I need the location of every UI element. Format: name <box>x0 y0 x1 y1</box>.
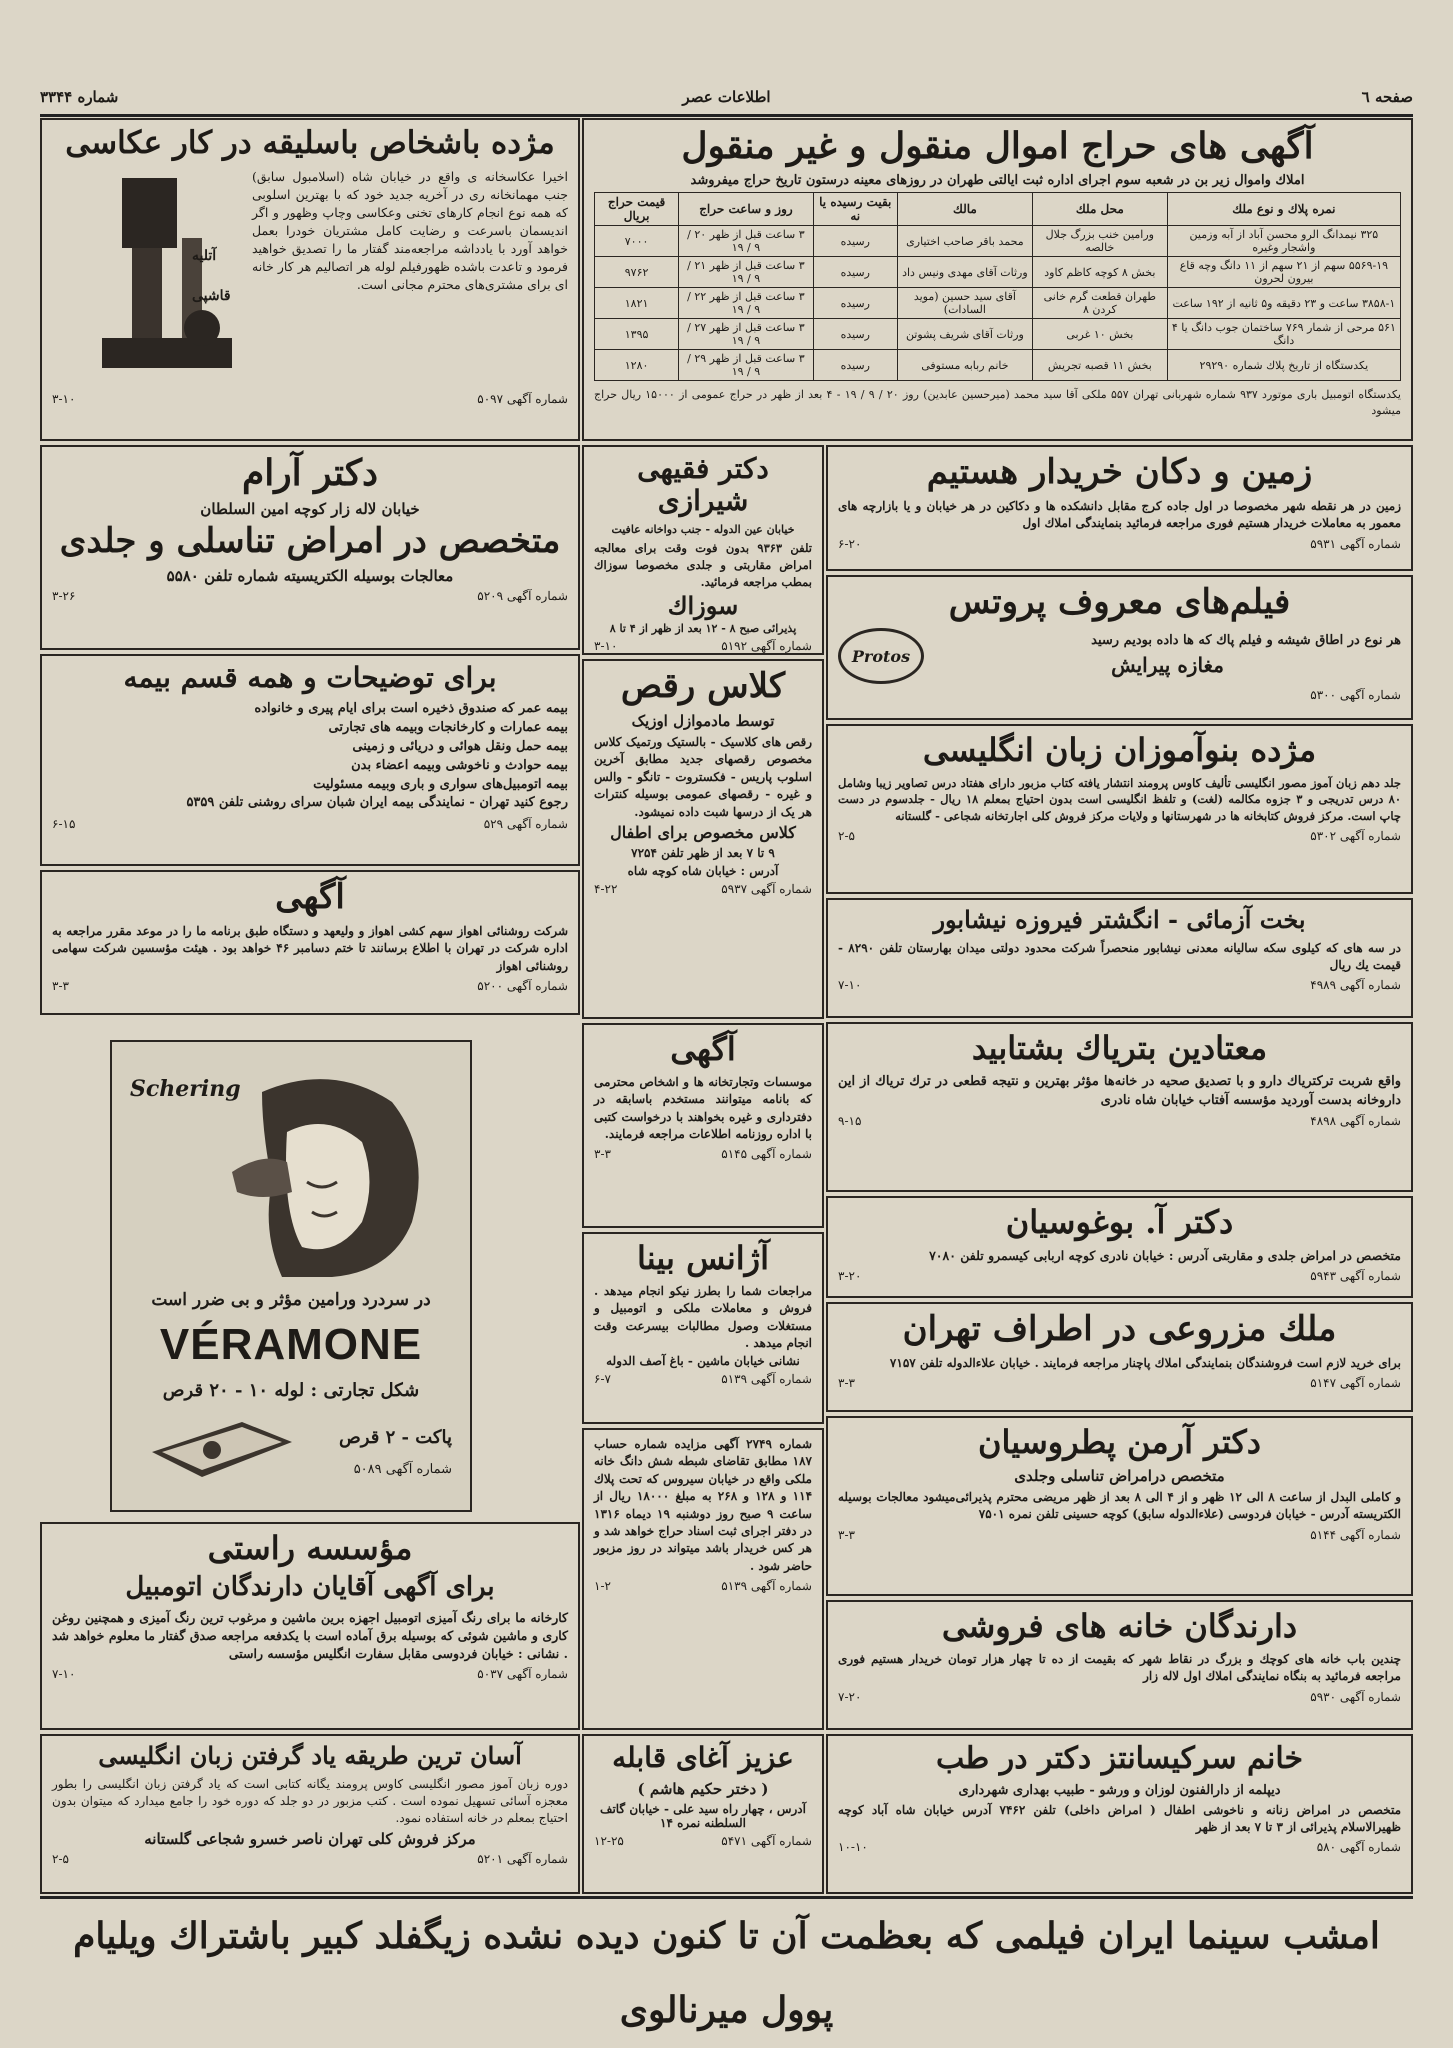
aram-title: دکتر آرام <box>241 452 379 494</box>
auction-col-header: قیمت حراج بریال <box>595 193 679 226</box>
ref-code: ۶-۲۰ <box>838 536 862 551</box>
table-cell: آقای سید حسین (موید السادات) <box>897 288 1032 319</box>
ref-number: شماره آگهی ۵۸۰ <box>1316 1840 1401 1855</box>
ahvaz-notice <box>40 870 580 1015</box>
auction-col-header: روز و ساعت حراج <box>679 193 814 226</box>
ref-number: شماره آگهی ۵۲۹ <box>483 817 568 832</box>
ref-code: ۳-۲۶ <box>52 589 76 604</box>
rasti-subtitle: برای آگهی آقایان دارندگان اتومبیل <box>125 1571 495 1602</box>
table-cell: ۳۸۵۸-۱ ساعت و ۲۳ دقیقه و۵ ثانیه از ۱۹۲ ساعت <box>1167 288 1400 319</box>
ref-code: ۳-۳ <box>52 979 69 994</box>
english-news-text: جلد دهم زبان آموز مصور انگلیسی تألیف کاوس پرومند انتشار یافته کتاب مزبور دارای هفتاد درس تصاویر زیبا وشامل ۸۰ درس تدریجی و ۳ جزوه مکالمه (لغت) و تلفظ انگلیسی است بدون احتیاج بمعلم ۱۸ ریال - جلدسوم در دست چاپ است. مرکز فروش کتابخانه ها در شهرستانها و ولایات مرکز فروش کلی اجارتخانه شجاعی - گلستانه <box>838 775 1402 824</box>
notice-mid-text: موسسات وتجارتخانه ها و اشخاص محترمی که بانامه میتوانند مستخدم باسابقه در دفترداری و غیره بخواهند با درخواست کتبی با اداره روزنامه اطلاعات مراجعه فرمایند. <box>594 1074 812 1141</box>
opium-cure-ad <box>826 1022 1413 1192</box>
auction-table <box>594 192 1401 381</box>
homes-ref <box>838 1690 1401 1704</box>
ref-number: شماره آگهی ۵۰۳۷ <box>477 1667 568 1682</box>
table-cell: ۳۲۵ نیمدانگ الرو محسن آباد از آبه وزمین واشجار وغیره <box>1167 226 1400 257</box>
ghabeleh-subtitle: ( دختر حکیم هاشم ) <box>637 1780 769 1799</box>
auction-title: آگهی های حراج اموال منقول و غیر منقول <box>681 125 1314 167</box>
ref-number: شماره آگهی ۵۱۹۲ <box>721 638 812 653</box>
veramone-brand: VÉRAMONE <box>159 1320 423 1369</box>
table-cell: ۹۷۶۲ <box>595 257 679 288</box>
petrosian-title: دکتر آرمن پطروسیان <box>978 1423 1261 1461</box>
table-cell: رسیده <box>813 350 897 381</box>
ahvaz-title: آگهی <box>275 877 345 917</box>
ref-number: شماره آگهی ۴۹۸۹ <box>1310 978 1401 993</box>
dr-aram-ad <box>40 445 580 650</box>
turquoise-lottery-ad <box>826 898 1413 1018</box>
faghihi-text: تلفن ۹۳۶۳ بدون فوت وقت برای معالجه امراض مقاربتی و جلدی مخصوصا سوزاك بمطب مراجعه فرمائید. <box>594 541 812 589</box>
table-cell: رسیده <box>813 257 897 288</box>
proto-ref <box>838 688 1401 702</box>
land-ref <box>838 537 1401 551</box>
rasti-ad <box>40 1522 580 1730</box>
land-buyer-ad <box>826 445 1413 571</box>
english-news-title: مژده بنوآموزان زبان انگلیسی <box>922 731 1317 769</box>
ref-number: شماره آگهی ۵۱۴۷ <box>1310 1376 1401 1391</box>
ref-number: شماره آگهی ۵۱۳۹ <box>721 1372 812 1387</box>
ref-code: ۱-۲ <box>594 1579 611 1594</box>
ref-number: شماره آگهی ۵۳۰۰ <box>1310 688 1401 703</box>
enlarger-icon <box>92 168 242 388</box>
table-cell: ورثات آقای مهدی ونیس داد <box>897 257 1032 288</box>
insurance-line: بیمه حمل ونقل هوائی و دریائی و زمینی <box>352 738 568 754</box>
protos-logo <box>838 628 924 684</box>
paper-name: اطلاعات عصر <box>682 88 771 106</box>
table-cell: ۱۳۹۵ <box>595 319 679 350</box>
petrosian-ref <box>838 1528 1401 1542</box>
dance-address: آدرس : خیابان شاه کوچه شاه <box>627 864 779 879</box>
dr-petrosian-ad <box>826 1416 1413 1596</box>
land-title: زمین و دکان خریدار هستیم <box>926 452 1313 492</box>
aram-ref <box>52 589 568 603</box>
farm-text: برای خرید لازم است فروشندگان بنمایندگی املاك پاچنار مراجعه فرمایند . خیابان علاءالدوله تلفن ۷۱۵۷ <box>889 1356 1401 1371</box>
veramone-line3: پاکت - ۲ قرص <box>339 1427 452 1448</box>
table-cell: ۳ ساعت قبل از ظهر ۲۹ / ۹ / ۱۹ <box>679 350 814 381</box>
bina-title: آژانس بینا <box>636 1239 770 1277</box>
proto-shop: مغازه پیرایش <box>1111 652 1224 677</box>
veramone-line1: در سردرد ورامین مؤثر و بی ضرر است <box>151 1290 431 1310</box>
homes-text: چندین باب خانه های کوچك و بزرگ در نقاط شهر که بقیمت از ده تا چهار هزار تومان خریدار هستیم فوری مراجعه فرمائید به بنگاه نمایندگی املاك اول لاله زار <box>838 1651 1401 1684</box>
ref-code: ۳-۳ <box>838 1376 855 1391</box>
table-cell: ۳ ساعت قبل از ظهر ۲۷ / ۹ / ۱۹ <box>679 319 814 350</box>
ref-number: شماره آگهی ۵۴۷۱ <box>721 1834 812 1849</box>
boghosian-text: متخصص در امراض جلدی و مقاربتی آدرس : خیابان نادری کوچه اربابی کیسمرو تلفن ۷۰۸۰ <box>929 1247 1401 1263</box>
easy-english-ref <box>52 1852 568 1866</box>
ref-code: ۷-۱۰ <box>52 1667 76 1682</box>
turquoise-title: بخت آزمائی - انگشتر فیروزه نیشابور <box>933 905 1306 934</box>
court-auction-notice <box>582 1428 824 1730</box>
proto-title: فیلم‌های معروف پروتس <box>948 582 1291 622</box>
ref-number: شماره آگهی ۴۸۹۸ <box>1310 1114 1401 1129</box>
insurance-line: بیمه عمارات و کارخانجات وبیمه های تجارتی <box>328 720 568 736</box>
ahvaz-text: شرکت روشنائی اهواز سهم کشی اهواز و ولیعهد و دستگاه طبق برنامه ما را در موعد مقرر مراجعه به اداره شرکت در تهران با اطلاع برسانند تا ختم دسامبر ۴۶ خواهد بود . هیئت مؤسسین شرکت سهامی روشنائی اهواز <box>52 924 568 973</box>
table-row <box>595 288 1401 319</box>
faghihi-title: دکتر فقیهی شیرازی <box>637 452 769 518</box>
dr-sarkisiantz-ad <box>826 1734 1413 1894</box>
bina-text: مراجعات شما را بطرز نیکو انجام میدهد . فروش و معاملات ملکی و اتومبیل و مستغلات وصول مطالبات بیسرعت وقت انجام میدهد . <box>594 1283 812 1350</box>
issue-number: شماره ۳۳۴۴ <box>40 88 119 106</box>
ref-code: ۳-۱۰ <box>594 638 618 653</box>
woman-doctor-text: متخصص در امراض زنانه و ناخوشی اطفال ( امراض داخلی) تلفن ۷۴۶۲ آدرس خیابان شاه آباد کوچه ظهیرالاسلام پذیرائی از ۳ تا ۷ بعد از ظهر <box>838 1802 1402 1834</box>
bina-address: نشانی خیابان ماشین - باغ آصف الدوله <box>606 1354 800 1369</box>
pill-packet-icon <box>142 1412 302 1492</box>
veramone-line2: شکل تجارتی : لوله ۱۰ - ۲۰ قرص <box>162 1380 420 1401</box>
court-text: شماره ۲۷۴۹ آگهی مزایده شماره حساب ۱۸۷ مطابق تقاضای شبطه شش دانگ خانه ملکی واقع در خیابان سیروس که تحت پلاك ۱۱۴ و ۱۲۸ و ۲۶۸ به مبلغ ۱۸۰۰۰ ریال از ساعت ۹ صبح روز دوشنبه ۱۹ دیماه ۱۳۱۶ در دفتر اجرای ثبت اسناد حراج خواهد شد و هر کس خریدار باشد میتواند در روز مزبور حاضر شود . <box>594 1437 813 1573</box>
veramone-ad <box>110 1040 472 1512</box>
court-ref <box>594 1579 812 1593</box>
table-cell: محمد باقر صاحب اختیاری <box>897 226 1032 257</box>
table-row <box>595 319 1401 350</box>
english-news-ad <box>826 724 1413 894</box>
ref-code: ۳-۱۰ <box>52 391 76 406</box>
faghihi-address: خیابان عین الدوله - جنب دواخانه عافیت <box>611 523 795 537</box>
farm-land-ad <box>826 1302 1413 1412</box>
ref-code: ۷-۲۰ <box>838 1689 862 1704</box>
auction-col-header: محل ملك <box>1032 193 1167 226</box>
rasti-ref <box>52 1667 568 1681</box>
table-row <box>595 226 1401 257</box>
ref-code: ۱۲-۲۵ <box>594 1834 624 1849</box>
auction-footnote: یکدستگاه اتومبیل باری موتورد ۹۳۷ شماره شهربانی تهران ۵۵۷ ملکی آقا سید محمد (میرحسین عابدین) روز ۲۰ / ۹ / ۱۹ - ۴ بعد از ظهر در حراج عمومی از ۱۵۰۰۰ ریال حراج میشود <box>594 388 1401 418</box>
aram-address: خیابان لاله زار کوچه امین السلطان <box>200 500 420 519</box>
ref-number: شماره آگهی ۵۹۳۰ <box>1310 1689 1401 1704</box>
woman-doctor-title: خانم سرکیسانتز دکتر در طب <box>935 1741 1304 1776</box>
easy-english-address: مرکز فروش کلی تهران ناصر خسرو شجاعی گلستانه <box>144 1829 476 1848</box>
dr-faghihi-ad <box>582 445 824 655</box>
table-cell: طهران قطعت گرم خانی کردن ۸ <box>1032 288 1167 319</box>
table-cell: بخش ۸ کوچه کاظم کاود <box>1032 257 1167 288</box>
photo-ad-ref <box>52 392 568 406</box>
table-row <box>595 257 1401 288</box>
faghihi-highlight: سوزاك <box>667 591 739 621</box>
insurance-ref <box>52 817 568 831</box>
auction-ad <box>582 118 1413 441</box>
ref-code: ۷-۱۰ <box>838 978 862 993</box>
petrosian-text: و کاملی البدل از ساعت ۸ الی ۱۲ ظهر و از ۴ الی ۸ بعد از ظهر مریضی محترم پذیرائی‌میشود معالجات بوسیله الکتریسته آدرس - خیابان فردوسی (علاءالدوله سابق) کوچه حسینی تلفن نمره ۷۵۰۱ <box>838 1489 1401 1522</box>
bina-agency-ad <box>582 1232 824 1424</box>
page-header <box>40 88 1413 117</box>
table-cell: ۳ ساعت قبل از ظهر ۲۰ / ۹ / ۱۹ <box>679 226 814 257</box>
camera-illustration <box>52 168 242 388</box>
dr-boghosian-ad <box>826 1196 1413 1298</box>
table-cell: ۱۸۲۱ <box>595 288 679 319</box>
schering-logo: Schering <box>130 1076 241 1102</box>
ref-number: شماره آگهی ۵۳۰۲ <box>1310 828 1401 843</box>
ref-code: ۶-۱۵ <box>52 817 76 832</box>
ref-number: شماره آگهی ۵۹۳۷ <box>721 882 812 897</box>
easy-english-title: آسان ترین طریقه یاد گرفتن زبان انگلیسی <box>98 1741 522 1770</box>
dance-title: کلاس رقص <box>620 666 786 706</box>
ref-code: ۲-۵ <box>838 828 855 843</box>
land-text: زمین در هر نقطه شهر مخصوصا در اول جاده کرج مقابل دانشکده ها و دکاکین در هر خیابان و یا بازارچه های معمور به معاملات خریدار هستیم فوری مراجعه فرمائید بنمایندگی املاك اول <box>838 499 1401 531</box>
ghabeleh-address: آدرس ، چهار راه سید علی - خیابان گاتف السلطنه نمره ۱۴ <box>600 1802 806 1831</box>
ref-number: شماره آگهی ۵۲۰۹ <box>477 589 568 604</box>
photo-studio-ad <box>40 118 580 441</box>
auction-subtitle: املاك واموال زیر بن در شعبه سوم اجرای اداره ثبت ایالتی طهران در روزهای معینه درستون تاریخ حراج میفروشد <box>690 173 1305 189</box>
table-cell: ۵۶۱ مرحی از شمار ۷۶۹ ساختمان جوب دانگ یا ۴ دانگ <box>1167 319 1400 350</box>
rasti-title: مؤسسه راستی <box>207 1529 413 1567</box>
homes-title: دارندگان خانه های فروشی <box>941 1607 1298 1645</box>
homes-for-sale-ad <box>826 1600 1413 1730</box>
studio-label: آتلیه <box>192 247 217 264</box>
faghihi-ref <box>594 639 812 653</box>
opium-title: معتادین بتریاك بشتابید <box>971 1029 1268 1067</box>
table-cell: ورثات آقای شریف پشوتن <box>897 319 1032 350</box>
dance-class-ad <box>582 659 824 1019</box>
auction-col-header: مالك <box>897 193 1032 226</box>
table-cell: ۵۵۶۹-۱۹ سهم از ۲۱ سهم از ۱۱ دانگ وچه قاع بیرون لحرون <box>1167 257 1400 288</box>
english-news-ref <box>838 829 1401 843</box>
table-cell: ورامین خنب بزرگ جلال خالصه <box>1032 226 1167 257</box>
auction-col-header: نمره پلاك و نوع ملك <box>1167 193 1400 226</box>
proto-text: هر نوع در اطاق شیشه و فیلم پاك که ها داده بودیم رسید <box>1091 632 1401 648</box>
table-cell: رسیده <box>813 288 897 319</box>
table-cell: رسیده <box>813 226 897 257</box>
rasti-text: کارخانه ما برای رنگ آمیزی اتومبیل اجهزه برین ماشین و مرغوب ترین رنگ آمیزی و همچنین روغن کاری و ماشین شوئی که بوسیله برق آماده است با یکدفعه مراجعه صدق گفتار ما معلوم خواهد شد . نشانی : خیابان فردوسی مقابل سفارت انگلیس مؤسسه راستی <box>52 1609 568 1661</box>
protos-film-ad <box>826 575 1413 720</box>
photo-ad-text: اخیرا عکاسخانه ی واقع در خیابان شاه (اسلامبول سابق) جنب مهمانخانه ری در آخریه جدید خود که با بهترین اسلوبی که همه نوع انجام کارهای تخنی وعکاسی وچاپ وظهور و اگر اندیسمان باسرعت و رضایت کامل مشتریان خودرا بعمل خواهد آورد با یادداشه مراجعه‌مند گفتار ما را تصدیق خواهید فرمود و تاعدت باشده ظهورفیلم لوله هر اتصالیم هر کار خانه ای برای مشتری‌های محترم مجانی است. <box>252 168 568 293</box>
aram-text: معالجات بوسیله الکتریسیته شماره تلفن ۵۵۸۰ <box>166 567 454 586</box>
insurance-title: برای توضیحات و همه قسم بیمه <box>123 661 497 694</box>
ref-code: ۲-۵ <box>52 1851 69 1866</box>
ghabeleh-title: عزیز آغای قابله <box>612 1741 794 1774</box>
dance-ref <box>594 882 812 896</box>
table-cell: ۳ ساعت قبل از ظهر ۲۲ / ۹ / ۱۹ <box>679 288 814 319</box>
insurance-line: بیمه عمر که صندوق ذخیره است برای ایام پیری و خانواده <box>254 701 568 717</box>
ref-number: شماره آگهی ۵۲۰۰ <box>477 979 568 994</box>
protos-logo-text: Protos <box>851 646 911 666</box>
page-number: صفحه ٦ <box>1361 88 1413 106</box>
ref-number: شماره آگهی ۵۹۴۳ <box>1310 1268 1401 1283</box>
faghihi-hours: پذیرائی صبح ۸ - ۱۲ بعد از ظهر از ۴ تا ۸ <box>609 621 797 635</box>
midwife-ad <box>582 1734 824 1894</box>
table-cell: ۷۰۰۰ <box>595 226 679 257</box>
insurance-line: رجوع کنید تهران - نمایندگی بیمه ایران شبان سرای روشنی تلفن ۵۳۵۹ <box>186 795 568 811</box>
cinema-banner: امشب سینما ایران فیلمی که بعظمت آن تا کنون دیده نشده زیگفلد کبیر باشتراك ویلیام پوول میرنالوی <box>40 1896 1413 1973</box>
woman-doctor-subtitle: دیپلمه از دارالفنون لوزان و ورشو - طبیب بهداری شهرداری <box>958 1782 1281 1798</box>
auction-col-header: بقیت رسیده یا نه <box>813 193 897 226</box>
woman-doctor-ref <box>838 1840 1401 1854</box>
table-cell: خانم ربابه مستوفی <box>897 350 1032 381</box>
boghosian-title: دکتر آ. بوغوسیان <box>1005 1203 1234 1241</box>
ref-code: ۴-۲۲ <box>594 882 618 897</box>
farm-title: ملك مزروعی در اطراف تهران <box>902 1309 1337 1349</box>
opium-text: واقع شربت ترکتریاك دارو و با تصدیق صحیه در خانه‌ها مؤثر بهترین و نتیجه قطعی در ترك تریاك از این داروخانه بدست آوردید مؤسسه آفتاب خیابان شاه نادری <box>838 1073 1401 1108</box>
ref-code: ۹-۱۵ <box>838 1114 862 1129</box>
insurance-line: بیمه حوادث و ناخوشی وبیمه اعضاء بدن <box>351 757 568 773</box>
table-cell: بخش ۱۱ قصبه تجریش <box>1032 350 1167 381</box>
turquoise-text: در سه های که کیلوی سکه سالیانه معدنی نیشابور منحصراً شرکت محدود دولتی میدان بهارستان تلفن ۸۲۹۰ - قیمت یك ریال <box>838 940 1401 972</box>
dance-special: کلاس مخصوص برای اطفال <box>610 823 796 843</box>
woman-illustration <box>112 1062 472 1282</box>
dance-hours: ۹ تا ۷ بعد از ظهر تلفن ۷۲۵۴ <box>631 846 775 861</box>
opium-ref <box>838 1114 1401 1128</box>
ref-number: شماره آگهی ۵۱۴۵ <box>721 1147 812 1162</box>
photo-ad-title: مژده باشخاص باسلیقه در کار عکاسی <box>65 125 555 161</box>
shop-label: قاشپی <box>192 287 231 304</box>
table-cell: رسیده <box>813 319 897 350</box>
ref-number: شماره آگهی ۵۱۳۹ <box>721 1579 812 1594</box>
dance-subtitle: توسط مادموازل اوزیک <box>631 712 775 731</box>
ref-code: ۱۰-۱۰ <box>838 1840 868 1855</box>
ref-number: شماره آگهی ۵۹۳۱ <box>1310 536 1401 551</box>
veramone-ref: شماره آگهی ۵۰۸۹ <box>353 1462 452 1477</box>
turquoise-ref <box>838 978 1401 992</box>
notice-mid-title: آگهی <box>670 1030 736 1068</box>
ghabeleh-ref <box>594 1834 812 1848</box>
table-cell: ۳ ساعت قبل از ظهر ۲۱ / ۹ / ۱۹ <box>679 257 814 288</box>
ref-number: شماره آگهی ۵۱۴۴ <box>1310 1527 1401 1542</box>
insurance-ad <box>40 654 580 866</box>
ref-number: شماره آگهی ۵۲۰۱ <box>477 1851 568 1866</box>
aram-specialty: متخصص در امراض تناسلی و جلدی <box>59 521 561 562</box>
ref-number: شماره آگهی ۵۰۹۷ <box>477 391 568 406</box>
bina-ref <box>594 1372 812 1386</box>
farm-ref <box>838 1376 1401 1390</box>
table-cell: بخش ۱۰ غربی <box>1032 319 1167 350</box>
ahvaz-ref <box>52 979 568 993</box>
staff-notice-ad <box>582 1023 824 1228</box>
dance-text: رقص های کلاسیک - بالستیک ورتمیک کلاس مخصوص رقصهای جدید مطابق آخرین اسلوب پاریس - فکستروت - تانگو - والس و غیره - رقصهای عمومی بوسیله کنترات هر یک از درسها شبت داده نمیشود. <box>594 735 812 819</box>
table-cell: یکدستگاه از تاریخ پلاك شماره ۲۹۲۹۰ <box>1167 350 1400 381</box>
table-row <box>595 350 1401 381</box>
insurance-line: بیمه اتومبیل‌های سواری و باری وبیمه مسئولیت <box>313 776 568 792</box>
boghosian-ref <box>838 1269 1401 1283</box>
ref-code: ۳-۲۰ <box>838 1268 862 1283</box>
easy-english-ad <box>40 1734 580 1894</box>
notice-mid-ref <box>594 1147 812 1161</box>
table-cell: ۱۲۸۰ <box>595 350 679 381</box>
petrosian-subtitle: متخصص درامراض تناسلی وجلدی <box>1014 1466 1225 1485</box>
easy-english-text: دوره زبان آموز مصور انگلیسی کاوس پرومند یگانه کتابی است که یاد گرفتن زبان انگلیسی را بطور معجزه آسائی تسهیل نموده است . کتب مزبور در دو جلد که دوره خود را جامع میدارد که میتوان بدون احتیاج بمعلم در خانه استفاده نمود. <box>52 1776 568 1826</box>
ref-code: ۳-۳ <box>594 1147 611 1162</box>
ref-code: ۳-۳ <box>838 1527 855 1542</box>
ref-code: ۶-۷ <box>594 1372 611 1387</box>
